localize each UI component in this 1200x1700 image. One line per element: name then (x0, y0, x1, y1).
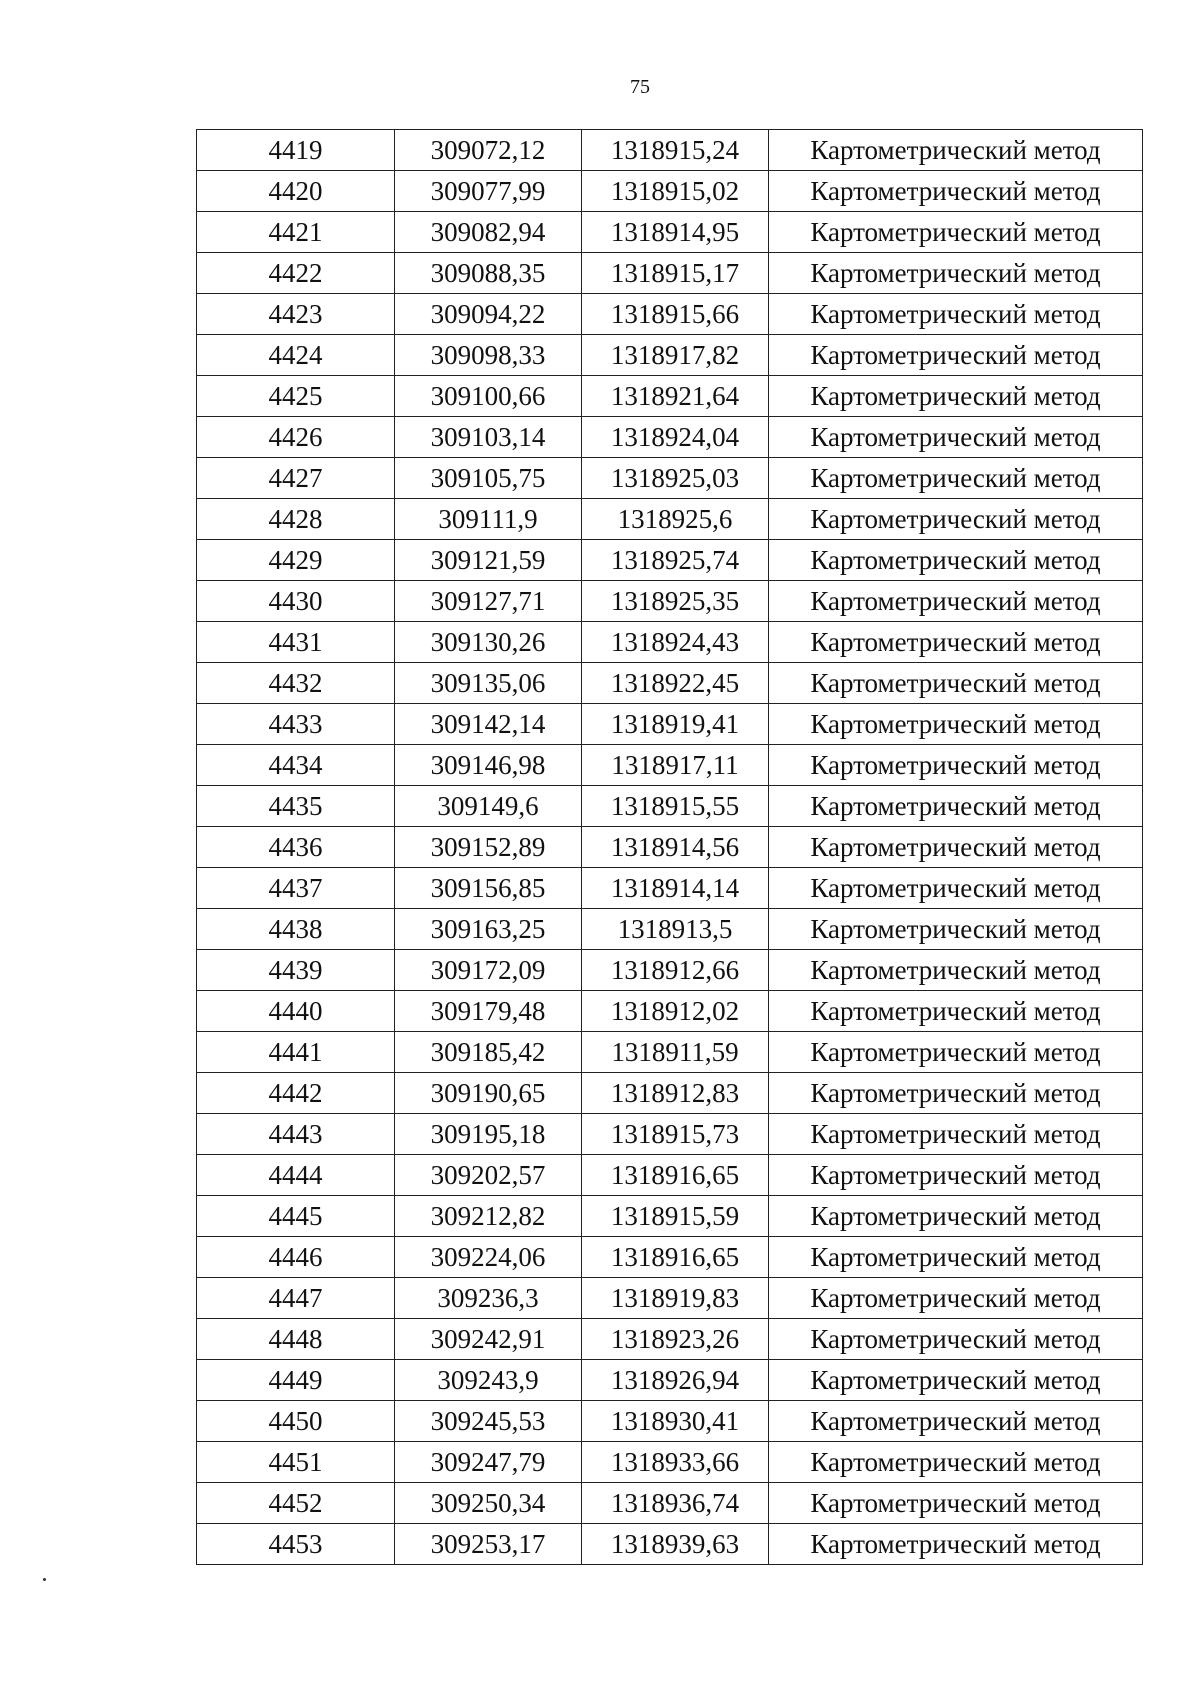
method-cell: Картометрический метод (769, 868, 1143, 909)
x-coordinate-cell: 309212,82 (395, 1196, 582, 1237)
table-row (197, 376, 1143, 417)
table-row (197, 1155, 1143, 1196)
y-coordinate-cell: 1318919,83 (582, 1278, 769, 1319)
point-number-cell: 4424 (197, 335, 395, 376)
table-row (197, 171, 1143, 212)
y-coordinate-cell: 1318911,59 (582, 1032, 769, 1073)
y-coordinate-cell: 1318925,74 (582, 540, 769, 581)
x-coordinate-cell: 309163,25 (395, 909, 582, 950)
x-coordinate-cell: 309152,89 (395, 827, 582, 868)
table-row (197, 704, 1143, 745)
x-coordinate-cell: 309105,75 (395, 458, 582, 499)
table-row (197, 335, 1143, 376)
method-cell: Картометрический метод (769, 786, 1143, 827)
table-row (197, 540, 1143, 581)
x-coordinate-cell: 309247,79 (395, 1442, 582, 1483)
point-number-cell: 4443 (197, 1114, 395, 1155)
x-coordinate-cell: 309242,91 (395, 1319, 582, 1360)
method-cell: Картометрический метод (769, 1032, 1143, 1073)
point-number-cell: 4446 (197, 1237, 395, 1278)
table-row (197, 622, 1143, 663)
point-number-cell: 4434 (197, 745, 395, 786)
y-coordinate-cell: 1318915,73 (582, 1114, 769, 1155)
x-coordinate-cell: 309072,12 (395, 130, 582, 171)
x-coordinate-cell: 309077,99 (395, 171, 582, 212)
y-coordinate-cell: 1318915,66 (582, 294, 769, 335)
table-row (197, 1278, 1143, 1319)
method-cell: Картометрический метод (769, 1073, 1143, 1114)
method-cell: Картометрический метод (769, 663, 1143, 704)
table-body (197, 130, 1143, 1565)
point-number-cell: 4444 (197, 1155, 395, 1196)
page-number: 75 (630, 76, 650, 98)
y-coordinate-cell: 1318930,41 (582, 1401, 769, 1442)
table-row (197, 499, 1143, 540)
point-number-cell: 4426 (197, 417, 395, 458)
x-coordinate-cell: 309098,33 (395, 335, 582, 376)
y-coordinate-cell: 1318936,74 (582, 1483, 769, 1524)
method-cell: Картометрический метод (769, 745, 1143, 786)
table-row (197, 212, 1143, 253)
table-row (197, 868, 1143, 909)
table-row (197, 458, 1143, 499)
point-number-cell: 4422 (197, 253, 395, 294)
point-number-cell: 4430 (197, 581, 395, 622)
point-number-cell: 4453 (197, 1524, 395, 1565)
method-cell: Картометрический метод (769, 950, 1143, 991)
method-cell: Картометрический метод (769, 1278, 1143, 1319)
method-cell: Картометрический метод (769, 335, 1143, 376)
y-coordinate-cell: 1318917,82 (582, 335, 769, 376)
point-number-cell: 4442 (197, 1073, 395, 1114)
x-coordinate-cell: 309156,85 (395, 868, 582, 909)
point-number-cell: 4435 (197, 786, 395, 827)
y-coordinate-cell: 1318921,64 (582, 376, 769, 417)
y-coordinate-cell: 1318924,04 (582, 417, 769, 458)
table-row (197, 663, 1143, 704)
method-cell: Картометрический метод (769, 294, 1143, 335)
method-cell: Картометрический метод (769, 458, 1143, 499)
method-cell: Картометрический метод (769, 253, 1143, 294)
y-coordinate-cell: 1318924,43 (582, 622, 769, 663)
x-coordinate-cell: 309100,66 (395, 376, 582, 417)
x-coordinate-cell: 309236,3 (395, 1278, 582, 1319)
x-coordinate-cell: 309142,14 (395, 704, 582, 745)
x-coordinate-cell: 309250,34 (395, 1483, 582, 1524)
x-coordinate-cell: 309088,35 (395, 253, 582, 294)
point-number-cell: 4419 (197, 130, 395, 171)
x-coordinate-cell: 309245,53 (395, 1401, 582, 1442)
y-coordinate-cell: 1318915,24 (582, 130, 769, 171)
x-coordinate-cell: 309127,71 (395, 581, 582, 622)
method-cell: Картометрический метод (769, 622, 1143, 663)
method-cell: Картометрический метод (769, 1483, 1143, 1524)
method-cell: Картометрический метод (769, 991, 1143, 1032)
y-coordinate-cell: 1318925,35 (582, 581, 769, 622)
method-cell: Картометрический метод (769, 1114, 1143, 1155)
y-coordinate-cell: 1318915,59 (582, 1196, 769, 1237)
point-number-cell: 4431 (197, 622, 395, 663)
point-number-cell: 4449 (197, 1360, 395, 1401)
y-coordinate-cell: 1318919,41 (582, 704, 769, 745)
method-cell: Картометрический метод (769, 499, 1143, 540)
x-coordinate-cell: 309149,6 (395, 786, 582, 827)
point-number-cell: 4448 (197, 1319, 395, 1360)
x-coordinate-cell: 309146,98 (395, 745, 582, 786)
point-number-cell: 4452 (197, 1483, 395, 1524)
y-coordinate-cell: 1318915,02 (582, 171, 769, 212)
table-row (197, 1401, 1143, 1442)
method-cell: Картометрический метод (769, 1237, 1143, 1278)
y-coordinate-cell: 1318912,02 (582, 991, 769, 1032)
x-coordinate-cell: 309103,14 (395, 417, 582, 458)
x-coordinate-cell: 309130,26 (395, 622, 582, 663)
method-cell: Картометрический метод (769, 212, 1143, 253)
x-coordinate-cell: 309224,06 (395, 1237, 582, 1278)
y-coordinate-cell: 1318912,66 (582, 950, 769, 991)
table-row (197, 1032, 1143, 1073)
method-cell: Картометрический метод (769, 909, 1143, 950)
method-cell: Картометрический метод (769, 1442, 1143, 1483)
point-number-cell: 4423 (197, 294, 395, 335)
point-number-cell: 4445 (197, 1196, 395, 1237)
point-number-cell: 4438 (197, 909, 395, 950)
y-coordinate-cell: 1318914,56 (582, 827, 769, 868)
point-number-cell: 4440 (197, 991, 395, 1032)
y-coordinate-cell: 1318912,83 (582, 1073, 769, 1114)
table-row (197, 417, 1143, 458)
y-coordinate-cell: 1318933,66 (582, 1442, 769, 1483)
table-row (197, 1360, 1143, 1401)
table-row (197, 130, 1143, 171)
y-coordinate-cell: 1318915,55 (582, 786, 769, 827)
table-row (197, 1442, 1143, 1483)
x-coordinate-cell: 309253,17 (395, 1524, 582, 1565)
method-cell: Картометрический метод (769, 1524, 1143, 1565)
method-cell: Картометрический метод (769, 130, 1143, 171)
y-coordinate-cell: 1318917,11 (582, 745, 769, 786)
point-number-cell: 4450 (197, 1401, 395, 1442)
method-cell: Картометрический метод (769, 171, 1143, 212)
table-row (197, 950, 1143, 991)
x-coordinate-cell: 309179,48 (395, 991, 582, 1032)
table-row (197, 253, 1143, 294)
y-coordinate-cell: 1318939,63 (582, 1524, 769, 1565)
y-coordinate-cell: 1318925,6 (582, 499, 769, 540)
x-coordinate-cell: 309082,94 (395, 212, 582, 253)
point-number-cell: 4429 (197, 540, 395, 581)
method-cell: Картометрический метод (769, 1155, 1143, 1196)
method-cell: Картометрический метод (769, 417, 1143, 458)
y-coordinate-cell: 1318926,94 (582, 1360, 769, 1401)
x-coordinate-cell: 309135,06 (395, 663, 582, 704)
point-number-cell: 4427 (197, 458, 395, 499)
x-coordinate-cell: 309195,18 (395, 1114, 582, 1155)
y-coordinate-cell: 1318915,17 (582, 253, 769, 294)
point-number-cell: 4451 (197, 1442, 395, 1483)
point-number-cell: 4420 (197, 171, 395, 212)
y-coordinate-cell: 1318916,65 (582, 1155, 769, 1196)
point-number-cell: 4432 (197, 663, 395, 704)
x-coordinate-cell: 309202,57 (395, 1155, 582, 1196)
method-cell: Картометрический метод (769, 581, 1143, 622)
table-row (197, 786, 1143, 827)
method-cell: Картометрический метод (769, 704, 1143, 745)
y-coordinate-cell: 1318923,26 (582, 1319, 769, 1360)
x-coordinate-cell: 309121,59 (395, 540, 582, 581)
coordinates-table (196, 129, 1143, 1565)
point-number-cell: 4436 (197, 827, 395, 868)
table-row (197, 1237, 1143, 1278)
table-row (197, 1114, 1143, 1155)
table-row (197, 745, 1143, 786)
x-coordinate-cell: 309094,22 (395, 294, 582, 335)
y-coordinate-cell: 1318922,45 (582, 663, 769, 704)
table-row (197, 1483, 1143, 1524)
method-cell: Картометрический метод (769, 540, 1143, 581)
point-number-cell: 4439 (197, 950, 395, 991)
scan-speck (43, 1578, 46, 1581)
x-coordinate-cell: 309172,09 (395, 950, 582, 991)
table-row (197, 909, 1143, 950)
table-row (197, 581, 1143, 622)
point-number-cell: 4437 (197, 868, 395, 909)
point-number-cell: 4441 (197, 1032, 395, 1073)
x-coordinate-cell: 309190,65 (395, 1073, 582, 1114)
point-number-cell: 4447 (197, 1278, 395, 1319)
method-cell: Картометрический метод (769, 1401, 1143, 1442)
method-cell: Картометрический метод (769, 1196, 1143, 1237)
point-number-cell: 4421 (197, 212, 395, 253)
table-row (197, 1073, 1143, 1114)
method-cell: Картометрический метод (769, 1360, 1143, 1401)
y-coordinate-cell: 1318914,95 (582, 212, 769, 253)
table-row (197, 991, 1143, 1032)
x-coordinate-cell: 309185,42 (395, 1032, 582, 1073)
x-coordinate-cell: 309243,9 (395, 1360, 582, 1401)
table-row (197, 1319, 1143, 1360)
table-row (197, 1196, 1143, 1237)
x-coordinate-cell: 309111,9 (395, 499, 582, 540)
table-row (197, 1524, 1143, 1565)
point-number-cell: 4428 (197, 499, 395, 540)
y-coordinate-cell: 1318914,14 (582, 868, 769, 909)
y-coordinate-cell: 1318916,65 (582, 1237, 769, 1278)
method-cell: Картометрический метод (769, 376, 1143, 417)
method-cell: Картометрический метод (769, 827, 1143, 868)
point-number-cell: 4425 (197, 376, 395, 417)
y-coordinate-cell: 1318913,5 (582, 909, 769, 950)
y-coordinate-cell: 1318925,03 (582, 458, 769, 499)
method-cell: Картометрический метод (769, 1319, 1143, 1360)
table-row (197, 827, 1143, 868)
point-number-cell: 4433 (197, 704, 395, 745)
table-row (197, 294, 1143, 335)
